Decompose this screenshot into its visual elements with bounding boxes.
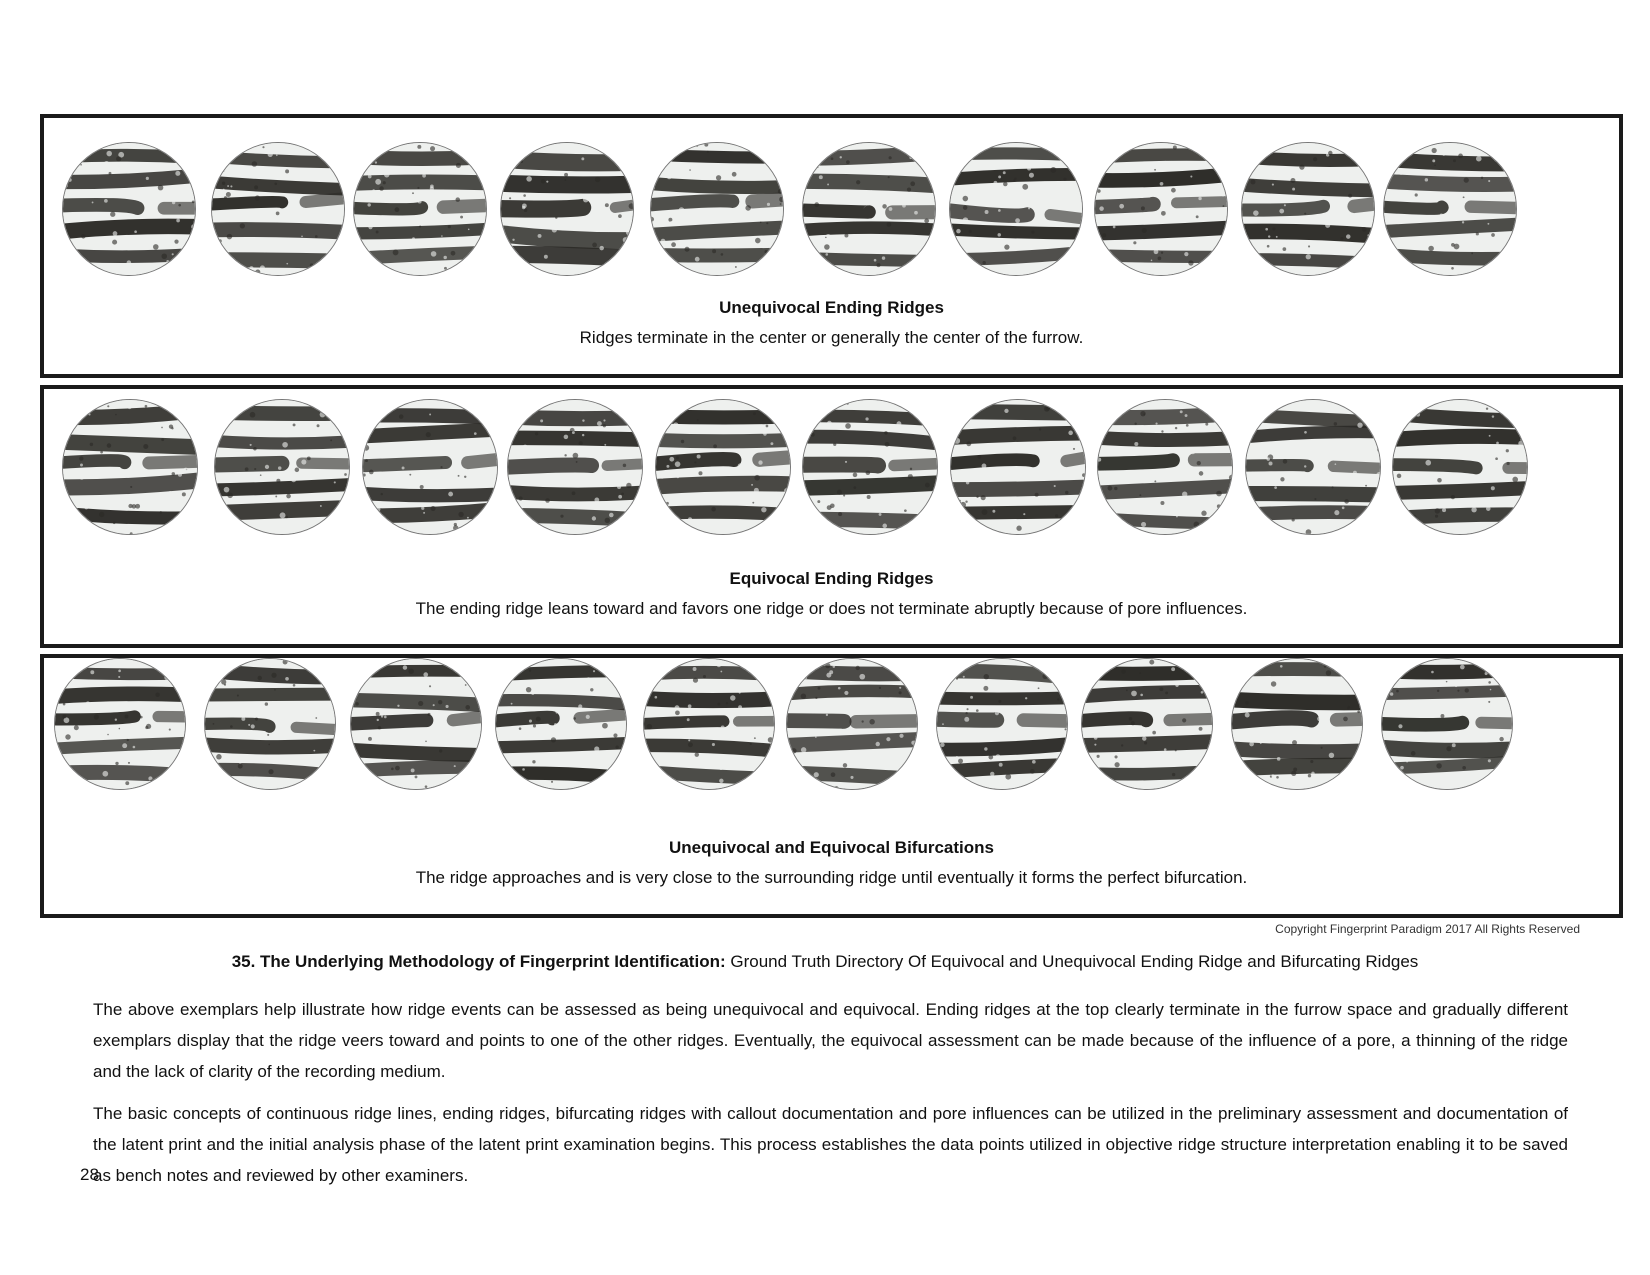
exemplar-circle <box>495 658 627 790</box>
exemplar-circle <box>1231 658 1363 790</box>
exemplar-circle <box>1392 399 1528 535</box>
exemplar-circle <box>1241 142 1375 276</box>
exemplar-circle <box>1097 399 1233 535</box>
caption-number-title: 35. The Underlying Methodology of Fingerprint Identification: <box>231 952 726 971</box>
panel-title: Unequivocal and Equivocal Bifurcations <box>669 838 994 857</box>
exemplar-circle <box>786 658 918 790</box>
exemplar-circle <box>362 399 498 535</box>
exemplar-circle <box>643 658 775 790</box>
exemplar-circle <box>62 399 198 535</box>
panel-equivocal-ending-ridges <box>40 385 1623 648</box>
copyright-notice: Copyright Fingerprint Paradigm 2017 All Rights Reserved <box>1275 922 1580 936</box>
caption-subtitle: Ground Truth Directory Of Equivocal and Unequivocal Ending Ridge and Bifurcating Ridges <box>730 952 1419 971</box>
body-paragraph: The above exemplars help illustrate how ridge events can be assessed as being unequivocal and equivocal. Ending ridges at the top clearly terminate in the furrow space and gradually different exemplars display that the ridge veers toward and points to one of the other ridges. Eventually, the equivocal assessment can be made because of the influence of a pore, a thinning of the ridge and the lack of clarity of the recording medium. <box>93 1000 1568 1081</box>
exemplar-circle <box>936 658 1068 790</box>
exemplar-circle <box>1245 399 1381 535</box>
exemplar-circle <box>1094 142 1228 276</box>
panel-unequivocal-ending-ridges <box>40 114 1623 378</box>
exemplar-circle <box>949 142 1083 276</box>
exemplar-circle <box>211 142 345 276</box>
panel-description: The ridge approaches and is very close to the surrounding ridge until eventually it forms the perfect bifurcation. <box>415 868 1248 887</box>
exemplar-circle <box>802 399 938 535</box>
exemplar-circle <box>655 399 791 535</box>
exemplar-circle <box>1381 658 1513 790</box>
panel-description: Ridges terminate in the center or generally the center of the furrow. <box>579 328 1084 347</box>
exemplar-row <box>44 658 1619 818</box>
exemplar-circle <box>353 142 487 276</box>
body-paragraph: The basic concepts of continuous ridge lines, ending ridges, bifurcating ridges with callout documentation and pore influences can be utilized in the preliminary assessment and documentation of the latent print and the initial analysis phase of the latent print examination begins. This process establishes the data points utilized in objective ridge structure interpretation enabling it to be saved as bench notes and reviewed by other examiners. <box>93 1104 1568 1185</box>
panel-description: The ending ridge leans toward and favors one ridge or does not terminate abruptly because of pore influences. <box>415 599 1248 618</box>
exemplar-circle <box>950 399 1086 535</box>
panel-title: Equivocal Ending Ridges <box>729 569 934 588</box>
exemplar-circle <box>1383 142 1517 276</box>
exemplar-circle <box>500 142 634 276</box>
exemplar-circle <box>650 142 784 276</box>
panel-bifurcations <box>40 654 1623 918</box>
exemplar-row <box>44 118 1619 278</box>
panel-title: Unequivocal Ending Ridges <box>719 298 944 317</box>
page-number: 28 <box>80 1165 99 1184</box>
exemplar-circle <box>802 142 936 276</box>
exemplar-circle <box>350 658 482 790</box>
exemplar-circle <box>62 142 196 276</box>
exemplar-circle <box>54 658 186 790</box>
exemplar-circle <box>204 658 336 790</box>
exemplar-circle <box>1081 658 1213 790</box>
exemplar-circle <box>214 399 350 535</box>
exemplar-circle <box>507 399 643 535</box>
figure-caption <box>0 952 1650 972</box>
exemplar-row <box>44 389 1619 549</box>
